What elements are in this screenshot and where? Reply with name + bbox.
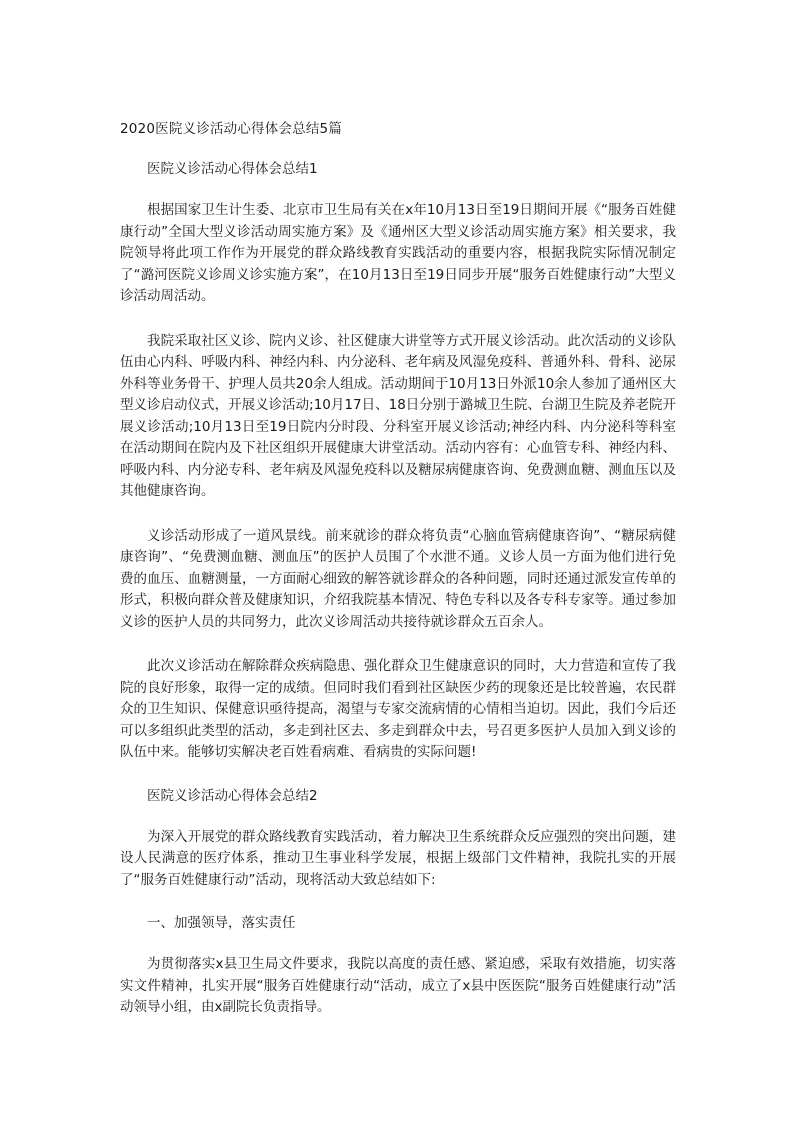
paragraph: 此次义诊活动在解除群众疾病隐患、强化群众卫生健康意识的同时，大力营造和宣传了我院的良好形象，取得一定的成绩。但同时我们看到社区缺医少药的现象还是比较普遍，农民群众的卫生知识、保健意识亟待提高，渴望与专家交流病情的心情相当迫切。因此，我们今后还可以多组织此类型的活动，多走到社区去、多走到群众中去，号召更多医护人员加入到义诊的队伍中来。能够切实解决老百姓看病难、看病贵的实际问题! — [120, 658, 676, 760]
paragraph: 根据国家卫生计生委、北京市卫生局有关在x年10月13日至19日期间开展《“服务百姓健康行动”全国大型义诊活动周实施方案》及《通州区大型义诊活动周实施方案》相关要求，我院领导将此项工作作为开展党的群众路线教育实践活动的重要内容，根据我院实际情况制定了“潞河医院义诊周义诊实施方案”，在10月13日至19日同步开展“服务百姓健康行动”大型义诊活动周活动。 — [120, 202, 676, 304]
section-heading: 医院义诊活动心得体会总结1 — [147, 161, 318, 177]
document-content — [120, 160, 676, 1019]
section-heading: 一、加强领导，落实责任 — [147, 915, 296, 931]
document-body — [120, 120, 676, 1019]
document-title: 2020医院义诊活动心得体会总结5篇 — [120, 121, 343, 137]
paragraph: 为深入开展党的群众路线教育实践活动，着力解决卫生系统群众反应强烈的突出问题，建设人民满意的医疗体系，推动卫生事业科学发展，根据上级部门文件精神，我院扎实的开展了“服务百姓健康行动”活动，现将活动大致总结如下: — [120, 828, 676, 888]
section-heading: 医院义诊活动心得体会总结2 — [147, 787, 318, 804]
paragraph: 我院采取社区义诊、院内义诊、社区健康大讲堂等方式开展义诊活动。此次活动的义诊队伍由心内科、呼吸内科、神经内科、内分泌科、老年病及风湿免疫科、普通外科、骨科、泌尿外科等业务骨干、护理人员共20余人组成。活动期间于10月13日外派10余人参加了通州区大型义诊启动仪式，开展义诊活动;10月17日、18日分别于潞城卫生院、台湖卫生院及养老院开展义诊活动;10月13日至19日院内分时段、分科室开展义诊活动;神经内科、内分泌科等科室在活动期间在院内及下社区组织开展健康大讲堂活动。活动内容有：心血管专科、神经内科、呼吸内科、内分泌专科、老年病及风湿免疫科以及糖尿病健康咨询、免费测血糖、测血压以及其他健康咨询。 — [120, 332, 676, 499]
paragraph: 义诊活动形成了一道风景线。前来就诊的群众将负责“心脑血管病健康咨询”、“糖尿病健康咨询”、“免费测血糖、测血压”的医护人员围了个水泄不通。义诊人员一方面为他们进行免费的血压、血糖测量，一方面耐心细致的解答就诊群众的各种问题，同时还通过派发宣传单的形式，积极向群众普及健康知识，介绍我院基本情况、特色专科以及各专科专家等。通过参加义诊的医护人员的共同努力，此次义诊周活动共接待就诊群众五百余人。 — [120, 527, 676, 630]
paragraph: 为贯彻落实x县卫生局文件要求，我院以高度的责任感、紧迫感，采取有效措施，切实落实文件精神，扎实开展“服务百姓健康行动“活动，成立了x县中医医院“服务百姓健康行动”活动领导小组，由x副院长负责指导。 — [120, 956, 676, 1015]
